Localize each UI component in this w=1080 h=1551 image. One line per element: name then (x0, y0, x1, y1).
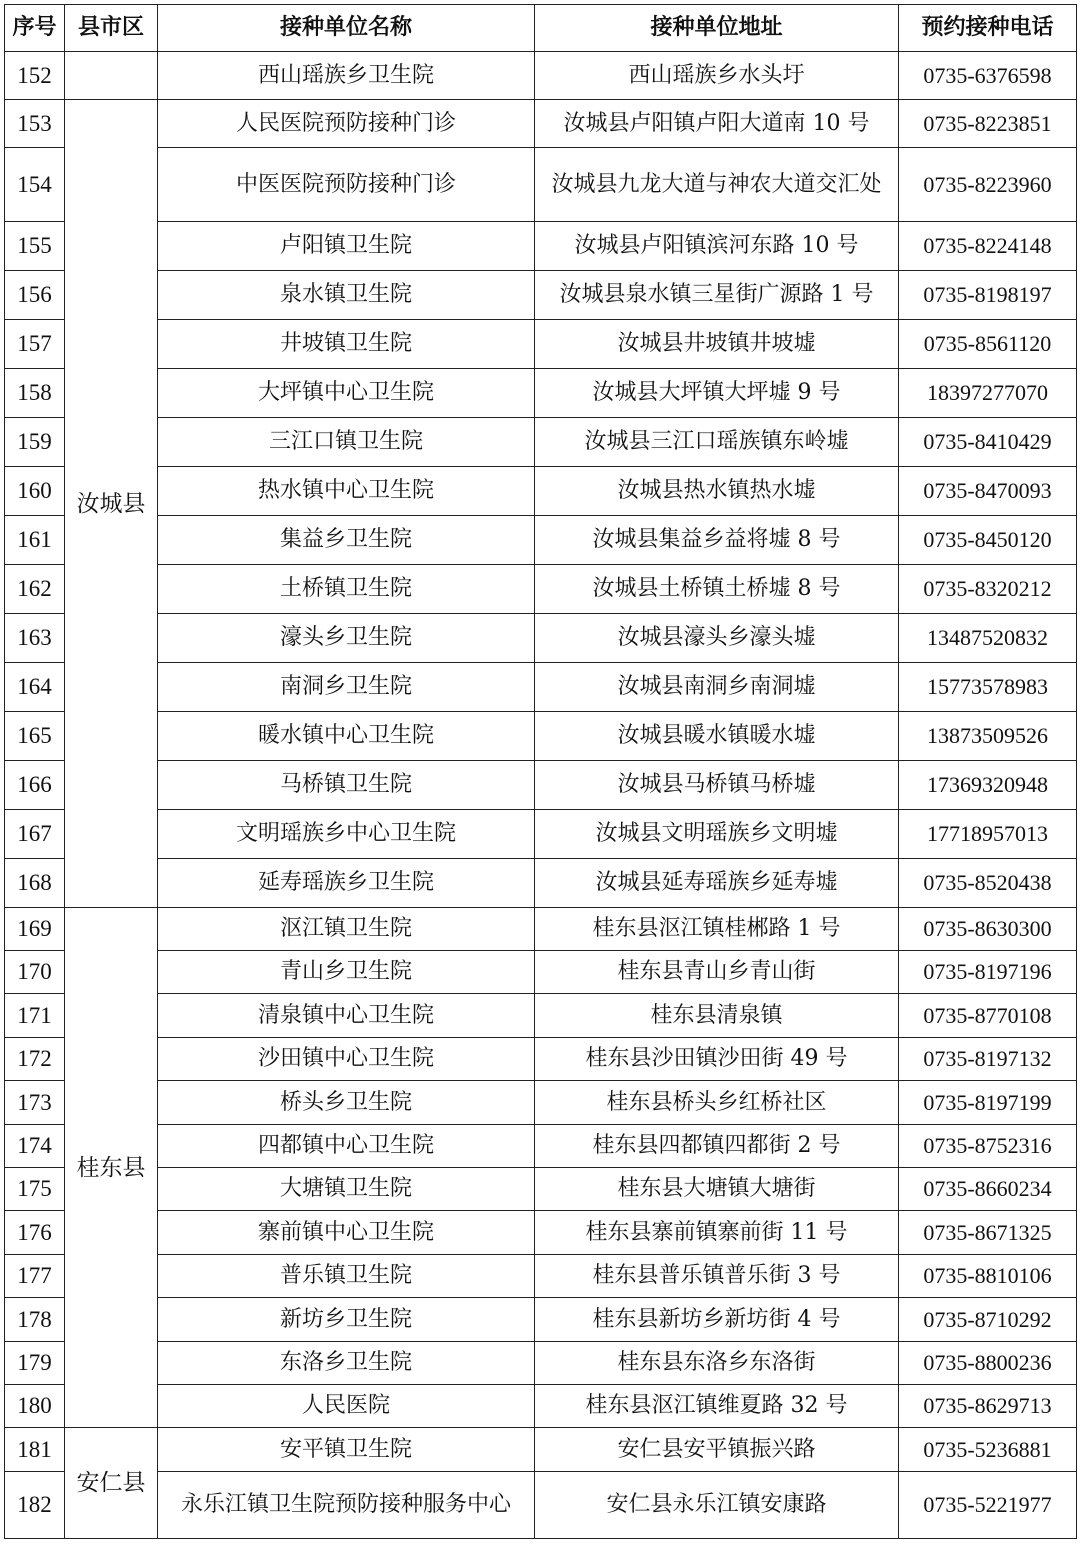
site-address-cell: 桂东县寨前镇寨前街 11 号 (535, 1211, 899, 1255)
site-address-cell: 汝城县井坡镇井坡墟 (535, 320, 899, 369)
seq-cell: 168 (5, 859, 65, 908)
table-row (5, 516, 1077, 565)
table-row (5, 467, 1077, 516)
site-name-cell: 清泉镇中心卫生院 (158, 994, 535, 1038)
phone-cell: 0735-8197196 (899, 951, 1077, 994)
site-name-cell: 西山瑶族乡卫生院 (158, 52, 535, 100)
seq-cell: 162 (5, 565, 65, 614)
seq-cell: 169 (5, 908, 65, 951)
phone-cell: 0735-8470093 (899, 467, 1077, 516)
site-name-cell: 新坊乡卫生院 (158, 1298, 535, 1342)
site-address-cell: 汝城县卢阳镇卢阳大道南 10 号 (535, 100, 899, 148)
site-address-cell: 桂东县东洛乡东洛街 (535, 1342, 899, 1385)
site-name-cell: 土桥镇卫生院 (158, 565, 535, 614)
table-row (5, 1038, 1077, 1081)
table-row (5, 271, 1077, 320)
table-row (5, 100, 1077, 148)
site-address-cell: 汝城县土桥镇土桥墟 8 号 (535, 565, 899, 614)
header-site-name: 接种单位名称 (158, 5, 535, 52)
site-address-cell: 汝城县泉水镇三星街广源路 1 号 (535, 271, 899, 320)
site-address-cell: 汝城县南洞乡南洞墟 (535, 663, 899, 712)
table-row (5, 951, 1077, 994)
seq-cell: 164 (5, 663, 65, 712)
table-row (5, 1428, 1077, 1472)
site-name-cell: 大塘镇卫生院 (158, 1168, 535, 1211)
header-phone: 预约接种电话 (899, 5, 1077, 52)
phone-cell: 0735-8710292 (899, 1298, 1077, 1342)
phone-cell: 0735-8561120 (899, 320, 1077, 369)
site-name-cell: 东洛乡卫生院 (158, 1342, 535, 1385)
site-address-cell: 汝城县暖水镇暖水墟 (535, 712, 899, 761)
seq-cell: 177 (5, 1255, 65, 1298)
phone-cell: 0735-8629713 (899, 1385, 1077, 1428)
site-address-cell: 汝城县热水镇热水墟 (535, 467, 899, 516)
site-address-cell: 桂东县桥头乡红桥社区 (535, 1081, 899, 1125)
table-row (5, 1298, 1077, 1342)
table-row (5, 663, 1077, 712)
site-name-cell: 集益乡卫生院 (158, 516, 535, 565)
site-address-cell: 汝城县三江口瑶族镇东岭墟 (535, 418, 899, 467)
seq-cell: 176 (5, 1211, 65, 1255)
county-cell: 安仁县 (65, 1428, 158, 1539)
table-row (5, 712, 1077, 761)
phone-cell: 0735-8224148 (899, 222, 1077, 271)
site-address-cell: 桂东县青山乡青山街 (535, 951, 899, 994)
county-cell (65, 52, 158, 100)
phone-cell: 15773578983 (899, 663, 1077, 712)
site-name-cell: 延寿瑶族乡卫生院 (158, 859, 535, 908)
table-row (5, 320, 1077, 369)
phone-cell: 17718957013 (899, 810, 1077, 859)
site-name-cell: 沙田镇中心卫生院 (158, 1038, 535, 1081)
seq-cell: 173 (5, 1081, 65, 1125)
county-cell: 桂东县 (65, 908, 158, 1428)
seq-cell: 163 (5, 614, 65, 663)
site-address-cell: 汝城县集益乡益将墟 8 号 (535, 516, 899, 565)
table-row (5, 761, 1077, 810)
table-row (5, 1211, 1077, 1255)
seq-cell: 174 (5, 1125, 65, 1168)
site-name-cell: 安平镇卫生院 (158, 1428, 535, 1472)
seq-cell: 180 (5, 1385, 65, 1428)
phone-cell: 0735-8752316 (899, 1125, 1077, 1168)
site-address-cell: 汝城县大坪镇大坪墟 9 号 (535, 369, 899, 418)
seq-cell: 171 (5, 994, 65, 1038)
seq-cell: 166 (5, 761, 65, 810)
site-address-cell: 安仁县安平镇振兴路 (535, 1428, 899, 1472)
phone-cell: 0735-5236881 (899, 1428, 1077, 1472)
phone-cell: 0735-8810106 (899, 1255, 1077, 1298)
seq-cell: 152 (5, 52, 65, 100)
site-name-cell: 中医医院预防接种门诊 (158, 148, 535, 222)
site-address-cell: 汝城县延寿瑶族乡延寿墟 (535, 859, 899, 908)
phone-cell: 0735-8800236 (899, 1342, 1077, 1385)
phone-cell: 0735-8197132 (899, 1038, 1077, 1081)
table-row (5, 1255, 1077, 1298)
site-address-cell: 桂东县普乐镇普乐街 3 号 (535, 1255, 899, 1298)
table-row (5, 859, 1077, 908)
phone-cell: 0735-8630300 (899, 908, 1077, 951)
site-address-cell: 汝城县文明瑶族乡文明墟 (535, 810, 899, 859)
seq-cell: 156 (5, 271, 65, 320)
phone-cell: 0735-8520438 (899, 859, 1077, 908)
site-name-cell: 泉水镇卫生院 (158, 271, 535, 320)
site-name-cell: 普乐镇卫生院 (158, 1255, 535, 1298)
table-row (5, 1125, 1077, 1168)
table-row (5, 369, 1077, 418)
site-address-cell: 西山瑶族乡水头圩 (535, 52, 899, 100)
seq-cell: 178 (5, 1298, 65, 1342)
phone-cell: 0735-8410429 (899, 418, 1077, 467)
table-row (5, 1081, 1077, 1125)
site-address-cell: 桂东县新坊乡新坊街 4 号 (535, 1298, 899, 1342)
site-name-cell: 卢阳镇卫生院 (158, 222, 535, 271)
seq-cell: 158 (5, 369, 65, 418)
phone-cell: 18397277070 (899, 369, 1077, 418)
table-row (5, 994, 1077, 1038)
site-address-cell: 桂东县清泉镇 (535, 994, 899, 1038)
site-name-cell: 青山乡卫生院 (158, 951, 535, 994)
site-address-cell: 桂东县大塘镇大塘街 (535, 1168, 899, 1211)
phone-cell: 0735-8770108 (899, 994, 1077, 1038)
site-name-cell: 寨前镇中心卫生院 (158, 1211, 535, 1255)
phone-cell: 0735-8223960 (899, 148, 1077, 222)
site-name-cell: 永乐江镇卫生院预防接种服务中心 (158, 1472, 535, 1539)
table-row (5, 1472, 1077, 1539)
site-name-cell: 人民医院 (158, 1385, 535, 1428)
site-name-cell: 四都镇中心卫生院 (158, 1125, 535, 1168)
site-name-cell: 濠头乡卫生院 (158, 614, 535, 663)
site-name-cell: 人民医院预防接种门诊 (158, 100, 535, 148)
phone-cell: 0735-5221977 (899, 1472, 1077, 1539)
site-address-cell: 桂东县沤江镇维夏路 32 号 (535, 1385, 899, 1428)
seq-cell: 175 (5, 1168, 65, 1211)
table-row (5, 1342, 1077, 1385)
seq-cell: 155 (5, 222, 65, 271)
phone-cell: 0735-8197199 (899, 1081, 1077, 1125)
table-row (5, 1385, 1077, 1428)
seq-cell: 179 (5, 1342, 65, 1385)
phone-cell: 0735-8450120 (899, 516, 1077, 565)
seq-cell: 170 (5, 951, 65, 994)
seq-cell: 181 (5, 1428, 65, 1472)
phone-cell: 17369320948 (899, 761, 1077, 810)
seq-cell: 165 (5, 712, 65, 761)
seq-cell: 159 (5, 418, 65, 467)
vaccination-sites-table (4, 4, 1077, 1539)
phone-cell: 0735-8223851 (899, 100, 1077, 148)
site-name-cell: 大坪镇中心卫生院 (158, 369, 535, 418)
header-county: 县市区 (65, 5, 158, 52)
header-site-address: 接种单位地址 (535, 5, 899, 52)
table-header-row (5, 5, 1077, 52)
phone-cell: 0735-8660234 (899, 1168, 1077, 1211)
header-seq: 序号 (5, 5, 65, 52)
site-address-cell: 桂东县沤江镇桂郴路 1 号 (535, 908, 899, 951)
seq-cell: 157 (5, 320, 65, 369)
table-row (5, 52, 1077, 100)
site-address-cell: 汝城县卢阳镇滨河东路 10 号 (535, 222, 899, 271)
site-address-cell: 安仁县永乐江镇安康路 (535, 1472, 899, 1539)
seq-cell: 172 (5, 1038, 65, 1081)
phone-cell: 13487520832 (899, 614, 1077, 663)
table-row (5, 222, 1077, 271)
table-row (5, 148, 1077, 222)
seq-cell: 182 (5, 1472, 65, 1539)
site-name-cell: 文明瑶族乡中心卫生院 (158, 810, 535, 859)
site-address-cell: 桂东县沙田镇沙田街 49 号 (535, 1038, 899, 1081)
phone-cell: 0735-8671325 (899, 1211, 1077, 1255)
seq-cell: 160 (5, 467, 65, 516)
site-address-cell: 汝城县九龙大道与神农大道交汇处 (535, 148, 899, 222)
site-name-cell: 沤江镇卫生院 (158, 908, 535, 951)
table-row (5, 1168, 1077, 1211)
phone-cell: 0735-6376598 (899, 52, 1077, 100)
seq-cell: 153 (5, 100, 65, 148)
table-row (5, 810, 1077, 859)
site-address-cell: 桂东县四都镇四都街 2 号 (535, 1125, 899, 1168)
phone-cell: 13873509526 (899, 712, 1077, 761)
site-name-cell: 热水镇中心卫生院 (158, 467, 535, 516)
county-cell: 汝城县 (65, 100, 158, 908)
site-name-cell: 南洞乡卫生院 (158, 663, 535, 712)
table-row (5, 614, 1077, 663)
site-name-cell: 桥头乡卫生院 (158, 1081, 535, 1125)
site-name-cell: 三江口镇卫生院 (158, 418, 535, 467)
seq-cell: 167 (5, 810, 65, 859)
phone-cell: 0735-8198197 (899, 271, 1077, 320)
seq-cell: 161 (5, 516, 65, 565)
table-row (5, 565, 1077, 614)
site-name-cell: 暖水镇中心卫生院 (158, 712, 535, 761)
table-row (5, 908, 1077, 951)
site-address-cell: 汝城县马桥镇马桥墟 (535, 761, 899, 810)
site-name-cell: 马桥镇卫生院 (158, 761, 535, 810)
table-body (5, 52, 1077, 1539)
phone-cell: 0735-8320212 (899, 565, 1077, 614)
table-row (5, 418, 1077, 467)
seq-cell: 154 (5, 148, 65, 222)
site-address-cell: 汝城县濠头乡濠头墟 (535, 614, 899, 663)
site-name-cell: 井坡镇卫生院 (158, 320, 535, 369)
